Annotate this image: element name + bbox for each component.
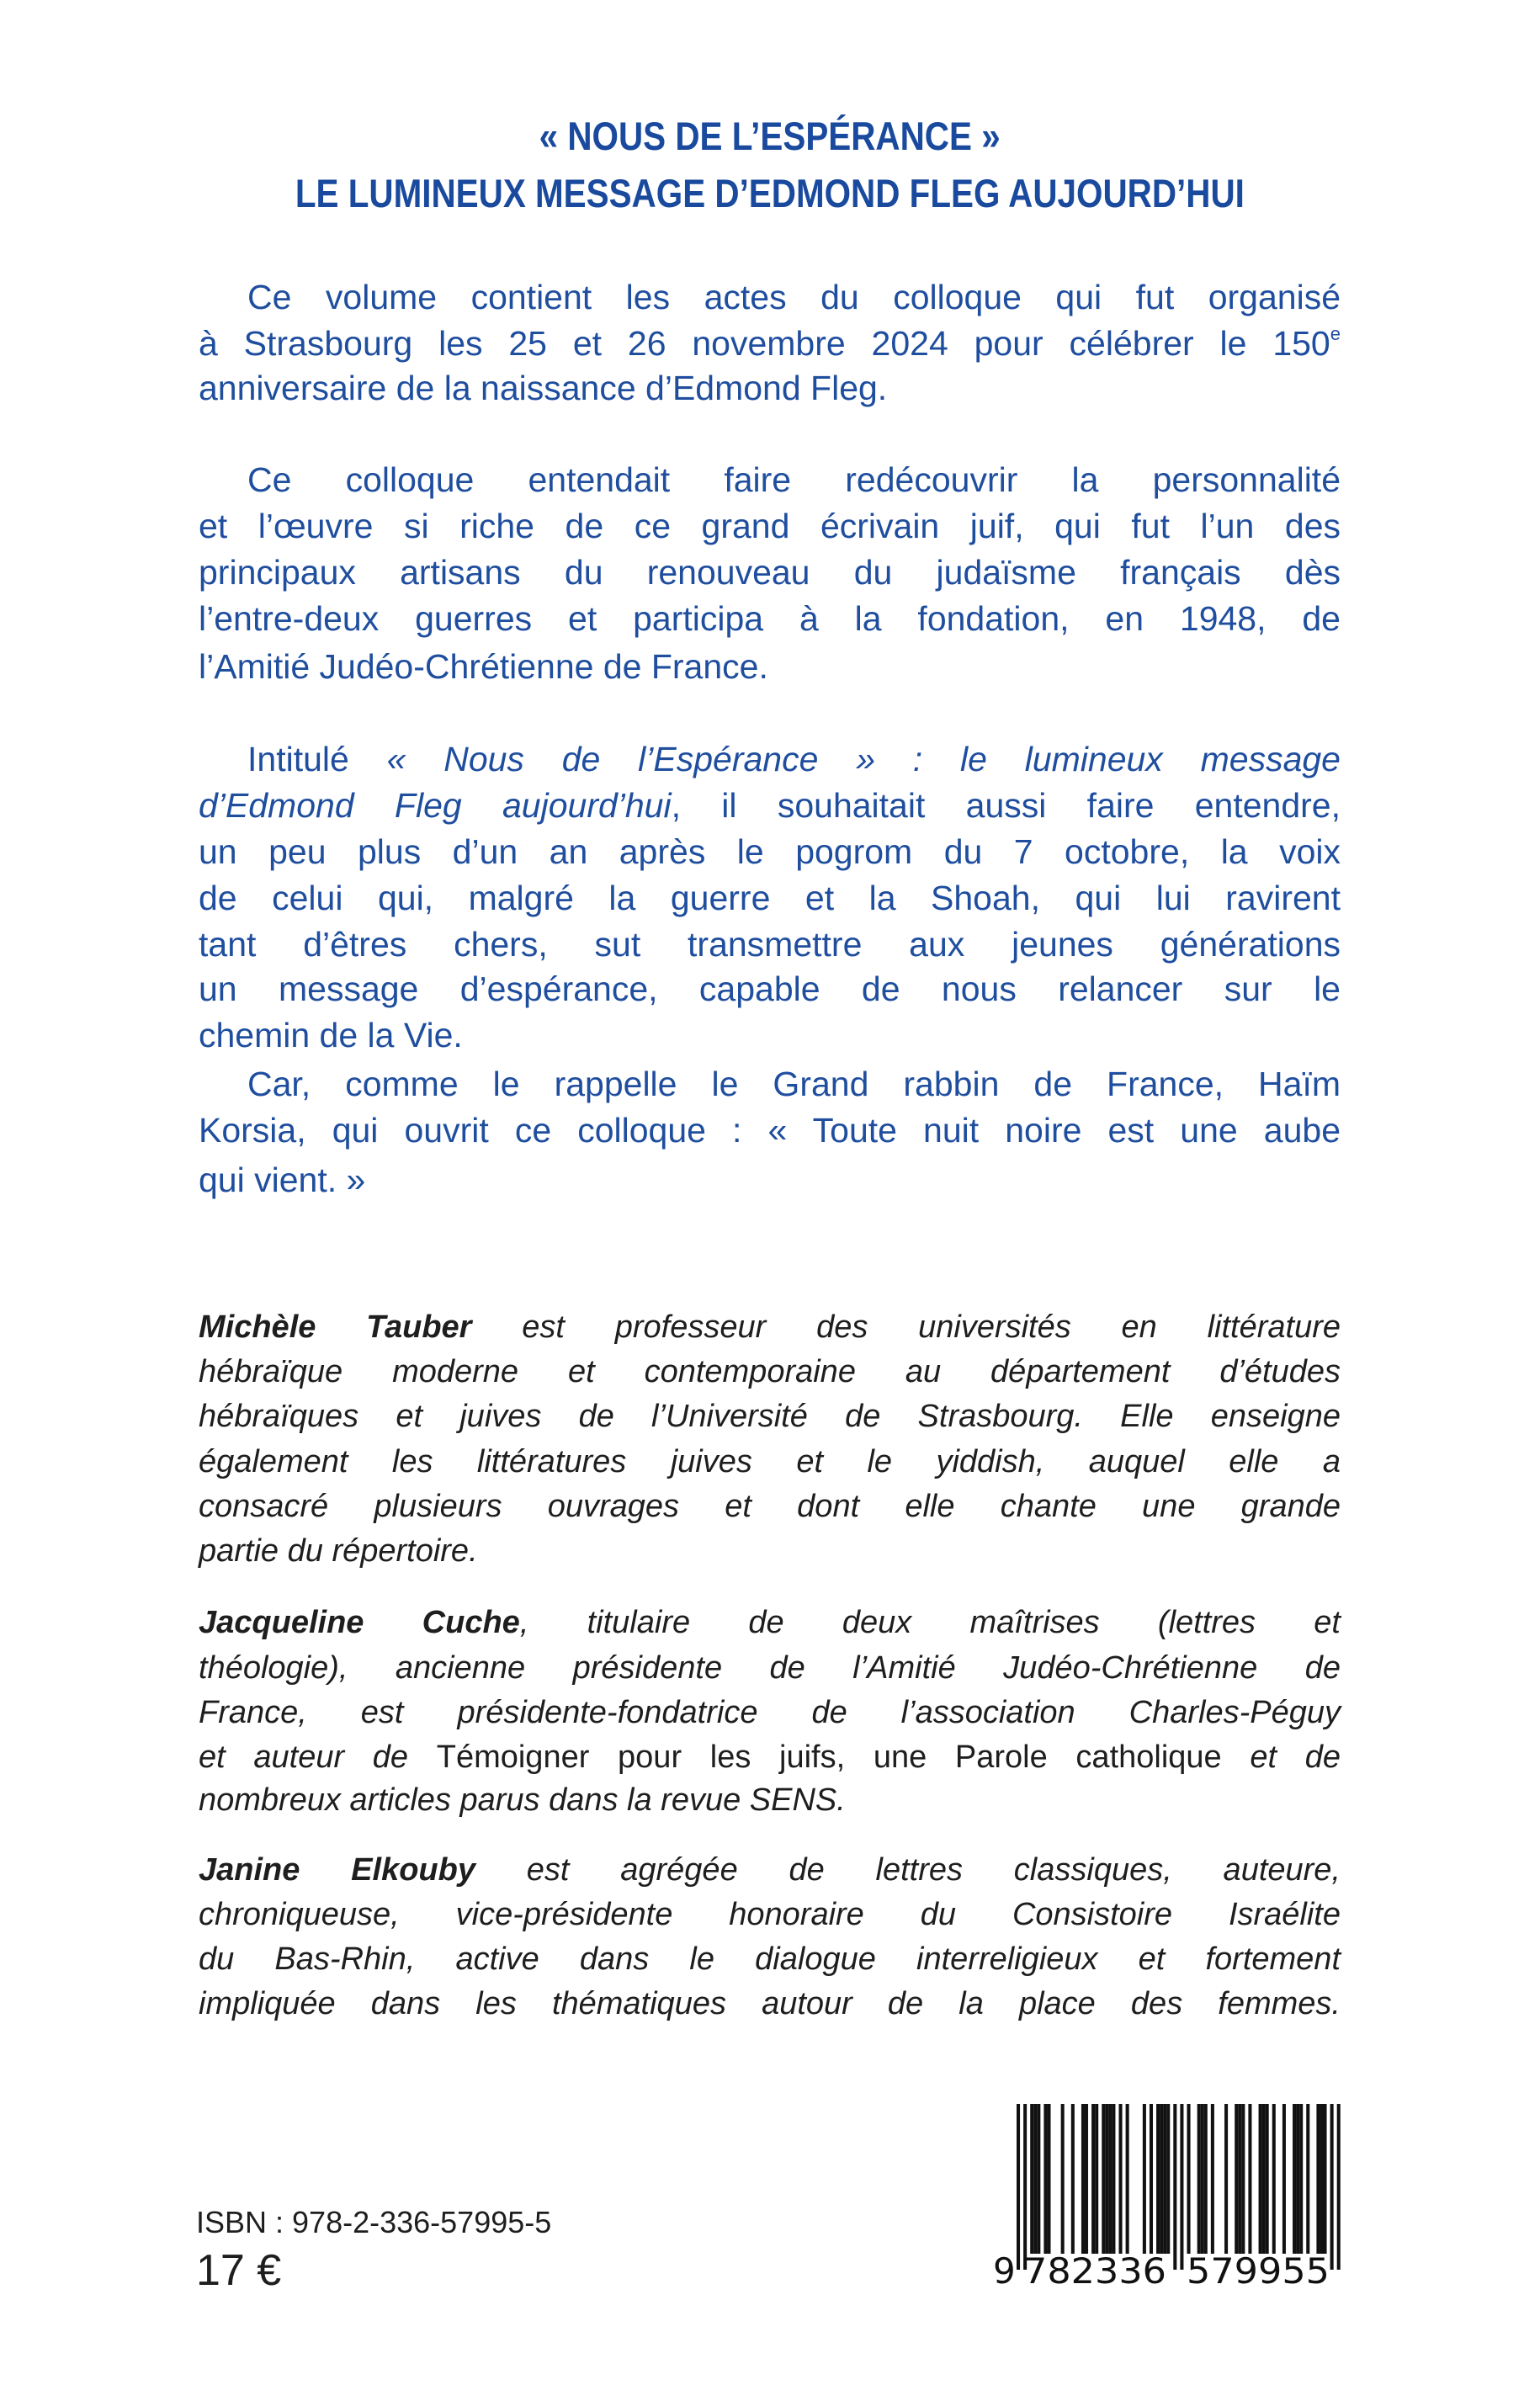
bio-cuche-line — [199, 1607, 1341, 1645]
barcode-icon — [985, 2100, 1355, 2293]
desc-p3-line — [247, 742, 1341, 783]
desc-p4-line: Car, comme le rappelle le Grand rabbin de France, Haïm — [247, 1065, 1341, 1103]
desc-p2-line: l’Amitié Judéo-Chrétienne de France. — [199, 647, 768, 686]
desc-p3-text: , il souhaitait aussi faire entendre, — [671, 786, 1341, 825]
desc-p3-italic-text: « Nous de l’Espérance » : le lumineux message — [386, 740, 1341, 778]
desc-p2-line: principaux artisans du renouveau du judaïsme français dès — [199, 553, 1341, 592]
bio-tauber-line: consacré plusieurs ouvrages et dont elle chante une grande — [199, 1489, 1341, 1524]
desc-p3-line: un peu plus d’un an après le pogrom du 7 octobre, la voix — [199, 832, 1341, 871]
desc-p3-line: chemin de la Vie. — [199, 1016, 463, 1054]
desc-p1-line: Ce volume contient les actes du colloque qui fut organisé — [247, 278, 1341, 316]
desc-p1-line — [199, 323, 1341, 367]
title-line-2-text: LE LUMINEUX MESSAGE D’EDMOND FLEG AUJOURD’HUI — [295, 171, 1245, 215]
barcode-digits-right: 579955 — [1187, 2250, 1330, 2292]
bio-cuche-line: théologie), ancienne présidente de l’Amitié Judéo-Chrétienne de — [199, 1650, 1341, 1686]
bio-tauber-line: également les littératures juives et le yiddish, auquel elle a — [199, 1444, 1341, 1479]
barcode-bars — [1017, 2104, 1341, 2270]
author-name: Michèle Tauber — [199, 1309, 472, 1345]
bio-elkouby-line: impliquée dans les thématiques autour de la place des femmes. — [199, 1986, 1341, 2021]
desc-p3-italic-text: d’Edmond Fleg aujourd’hui — [199, 786, 672, 825]
desc-p2-line: Ce colloque entendait faire redécouvrir la personnalité — [247, 460, 1341, 499]
book-title: Témoigner pour les juifs, une Parole catholique — [436, 1740, 1222, 1775]
bio-tauber-line: hébraïques et juives de l’Université de Strasbourg. Elle enseigne — [199, 1399, 1341, 1434]
superscript: e — [1330, 323, 1341, 344]
desc-p3-line: tant d’êtres chers, sut transmettre aux jeunes générations — [199, 925, 1341, 964]
author-name: Janine Elkouby — [199, 1852, 475, 1888]
bio-elkouby-line: du Bas-Rhin, active dans le dialogue interreligieux et fortement — [199, 1941, 1341, 1977]
author-name: Jacqueline Cuche — [199, 1605, 520, 1640]
desc-p3-line — [199, 786, 1341, 829]
bio-text: , titulaire de deux maîtrises (lettres et — [519, 1605, 1341, 1640]
bio-elkouby-line — [199, 1854, 1341, 1893]
title-line-1-text: « NOUS DE L’ESPÉRANCE » — [539, 114, 1001, 158]
bio-cuche-line: nombreux articles parus dans la revue SENS. — [199, 1782, 846, 1818]
price: 17 € — [196, 2246, 282, 2295]
bio-text: est professeur des universités en littérature — [471, 1309, 1341, 1345]
title-line-1 — [0, 116, 1540, 156]
bio-cuche-line — [199, 1741, 1341, 1780]
bio-text: et de — [1221, 1740, 1341, 1775]
desc-p3-line: de celui qui, malgré la guerre et la Shoah, qui lui ravirent — [199, 879, 1341, 917]
desc-p2-line: et l’œuvre si riche de ce grand écrivain juif, qui fut l’un des — [199, 507, 1341, 545]
desc-p1-line: anniversaire de la naissance d’Edmond Fleg. — [199, 369, 888, 407]
desc-p3-text: Intitulé — [247, 740, 387, 778]
desc-p2-line: l’entre-deux guerres et participa à la fondation, en 1948, de — [199, 599, 1341, 638]
isbn: ISBN : 978-2-336-57995-5 — [196, 2205, 552, 2239]
desc-p1-text: à Strasbourg les 25 et 26 novembre 2024 pour célébrer le 150 — [199, 324, 1330, 363]
desc-p3-line: un message d’espérance, capable de nous relancer sur le — [199, 969, 1341, 1008]
bio-tauber-line: hébraïque moderne et contemporaine au département d’études — [199, 1354, 1341, 1389]
bio-tauber-line: partie du répertoire. — [199, 1533, 478, 1569]
title-line-2 — [0, 173, 1540, 213]
desc-p4-line: qui vient. » — [199, 1161, 366, 1199]
bio-tauber-line — [199, 1311, 1341, 1350]
bio-elkouby-line: chroniqueuse, vice-présidente honoraire du Consistoire Israélite — [199, 1897, 1341, 1932]
bio-text: est agrégée de lettres classiques, auteure, — [475, 1852, 1341, 1888]
barcode-digit-first: 9 — [993, 2250, 1016, 2292]
desc-p4-line: Korsia, qui ouvrit ce colloque : « Toute nuit noire est une aube — [199, 1111, 1341, 1150]
bio-cuche-line: France, est présidente-fondatrice de l’association Charles-Péguy — [199, 1695, 1341, 1730]
bio-text: et auteur de — [199, 1740, 437, 1775]
barcode-digits-left: 782336 — [1023, 2250, 1166, 2292]
